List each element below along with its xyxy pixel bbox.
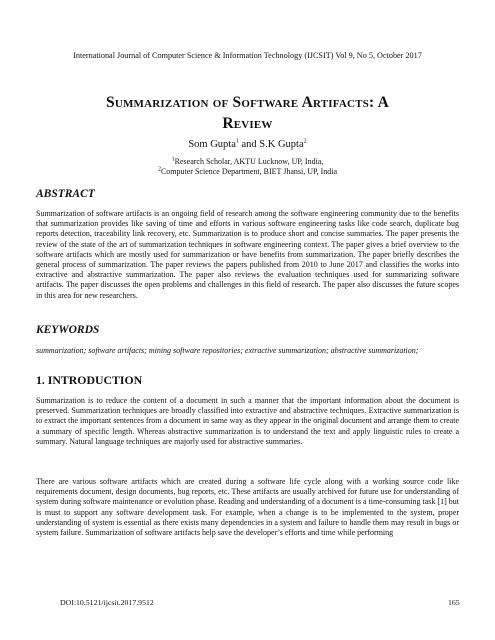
affiliation-1 (0, 157, 495, 167)
introduction-paragraph-2: There are various software artifacts which are created during a software life cycle along with a working source code like requirements document, design documents, bug reports, etc. These artifacts are usually archived for future use for understanding of system during software maintenance or evolution phase. Reading and understanding of a document is a time-consuming task [1] but is must to support any software development task. For example, when a change is to be implemented to the system, proper understanding of system is essential as there exists many dependencies in a system and failure to handle them may result in bugs or system failure. Summarization of software artifacts help save the developer’s efforts and time while performing (36, 477, 459, 538)
footer-doi: DOI:10.5121/ijcsit.2017.9512 (60, 598, 154, 607)
introduction-heading: 1. INTRODUCTION (36, 373, 143, 387)
abstract-text: Summarization of software artifacts is an ongoing field of research among the software engineering community due to the benefits that summarization provides like saving of time and efforts in various software engineering tasks like code search, duplicate bug reports detection, traceability link recovery, etc. Summarization is to produce short and concise summaries. The paper presents the review of the state of the art of summarization techniques in software engineering context. The paper gives a brief overview to the software artifacts which are mostly used for summarization or have benefits from summarization. The paper briefly describes the general process of summarization. The paper reviews the papers published from 2010 to June 2017 and classifies the works into extractive and abstractive summarization. The paper also reviews the evaluation techniques used for summarizing software artifacts. The paper discusses the open problems and challenges in this field of research. The paper also discusses the future scopes in this area for new researchers. (36, 209, 459, 300)
affiliation-2-text: Computer Science Department, BIET Jhansi, UP, India (160, 167, 338, 176)
affiliation-2-mark: 2 (157, 166, 161, 173)
running-header: International Journal of Computer Science & Information Technology (IJCSIT) Vol 9, No 5, October 2017 (73, 51, 422, 60)
authors (0, 139, 495, 150)
paper-title (40, 92, 455, 134)
page-number: 165 (448, 598, 460, 607)
abstract-heading: ABSTRACT (36, 188, 95, 200)
keywords-heading: KEYWORDS (36, 324, 100, 336)
author-1: Som Gupta (188, 139, 236, 150)
introduction-paragraph-1: Summarization is to reduce the content of a document in such a manner that the important information about the document is preserved. Summarization techniques are broadly classified into extractive and abstractive techniques. Extractive summarization is to extract the important sentences from a document in same way as they appear in the original document and arrange them to create a summary of specific length. Whereas abstractive summarization is to understand the text and apply linguistic rules to create a summary. Natural language techniques are majorly used for abstractive summaries. (36, 396, 459, 446)
author-2-mark: 2 (303, 138, 307, 145)
affiliation-1-mark: 1 (171, 156, 175, 163)
title-line-2: Review (222, 115, 273, 132)
affiliation-2 (0, 167, 495, 177)
author-2: and S.K Gupta (238, 139, 304, 150)
affiliation-1-text: Research Scholar, AKTU Lucknow, UP, India, (174, 157, 324, 166)
keywords-text: summarization; software artifacts; mining software repositories; extractive summarization; abstractive summarization; (36, 346, 419, 355)
author-1-mark: 1 (235, 138, 239, 145)
title-line-1: Summarization of Software Artifacts: A (106, 94, 389, 111)
